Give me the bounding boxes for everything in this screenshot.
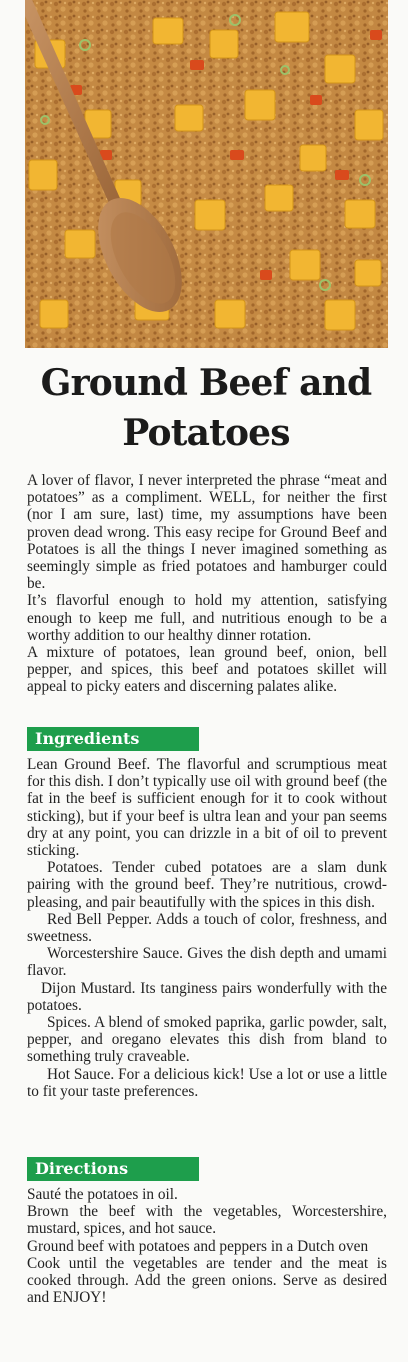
ingredient-item: Hot Sauce. For a delicious kick! Use a lot or use a little to fit your taste preferences. — [27, 1065, 387, 1100]
hero-image — [25, 0, 388, 348]
intro-paragraph: A mixture of potatoes, lean ground beef, onion, bell pepper, and spices, this beef and potatoes skillet will appeal to picky eaters and discerning palates alike. — [27, 644, 387, 696]
direction-step: Brown the beef with the vegetables, Worcestershire, mustard, spices, and hot sauce. — [27, 1203, 387, 1238]
ingredient-item: Lean Ground Beef. The flavorful and scrumptious meat for this dish. I don’t typically use oil with ground beef (the fat in the beef is sufficient enough for it to cook without sticking), but if your beef is ultra lean and your pan seems dry at any point, you can drizzle in a bit of oil to prevent sticking. — [27, 756, 387, 860]
intro-paragraph: A lover of flavor, I never interpreted the phrase “meat and potatoes” as a compliment. WELL, for neither the first (nor I am sure, last) time, my assumptions have been proven dead wrong. This easy recipe for Ground Beef and Potatoes is all the things I never imagined something as seemingly simple as fried potatoes and hamburger could be. — [27, 472, 387, 593]
intro-text — [27, 472, 387, 696]
ingredients-list — [27, 756, 387, 1100]
direction-step: Ground beef with potatoes and peppers in a Dutch oven — [27, 1237, 369, 1255]
ingredient-item: Worcestershire Sauce. Gives the dish depth and umami flavor. — [27, 945, 387, 980]
ingredient-item: Spices. A blend of smoked paprika, garlic powder, salt, pepper, and oregano elevates this dish from bland to something truly craveable. — [27, 1014, 387, 1066]
directions-heading: Directions — [27, 1157, 199, 1181]
ingredients-heading: Ingredients — [27, 727, 199, 751]
ingredient-item: Dijon Mustard. Its tanginess pairs wonderfully with the potatoes. — [27, 979, 387, 1014]
intro-paragraph: It’s flavorful enough to hold my attention, satisfying enough to keep me full, and nutritious enough to be a worthy addition to our healthy dinner rotation. — [27, 592, 387, 644]
ingredient-item: Potatoes. Tender cubed potatoes are a slam dunk pairing with the ground beef. They’re nutritious, crowd-pleasing, and pair beautifully with the spices in this dish. — [27, 859, 387, 911]
ingredient-item: Red Bell Pepper. Adds a touch of color, freshness, and sweetness. — [27, 910, 387, 946]
direction-step: Sauté the potatoes in oil. — [27, 1186, 178, 1203]
page-title: Ground Beef and Potatoes — [40, 362, 372, 454]
directions-list — [27, 1186, 387, 1306]
direction-step: Cook until the vegetables are tender and the meat is cooked through. Add the green onions. Serve as desired and ENJOY! — [27, 1254, 387, 1307]
